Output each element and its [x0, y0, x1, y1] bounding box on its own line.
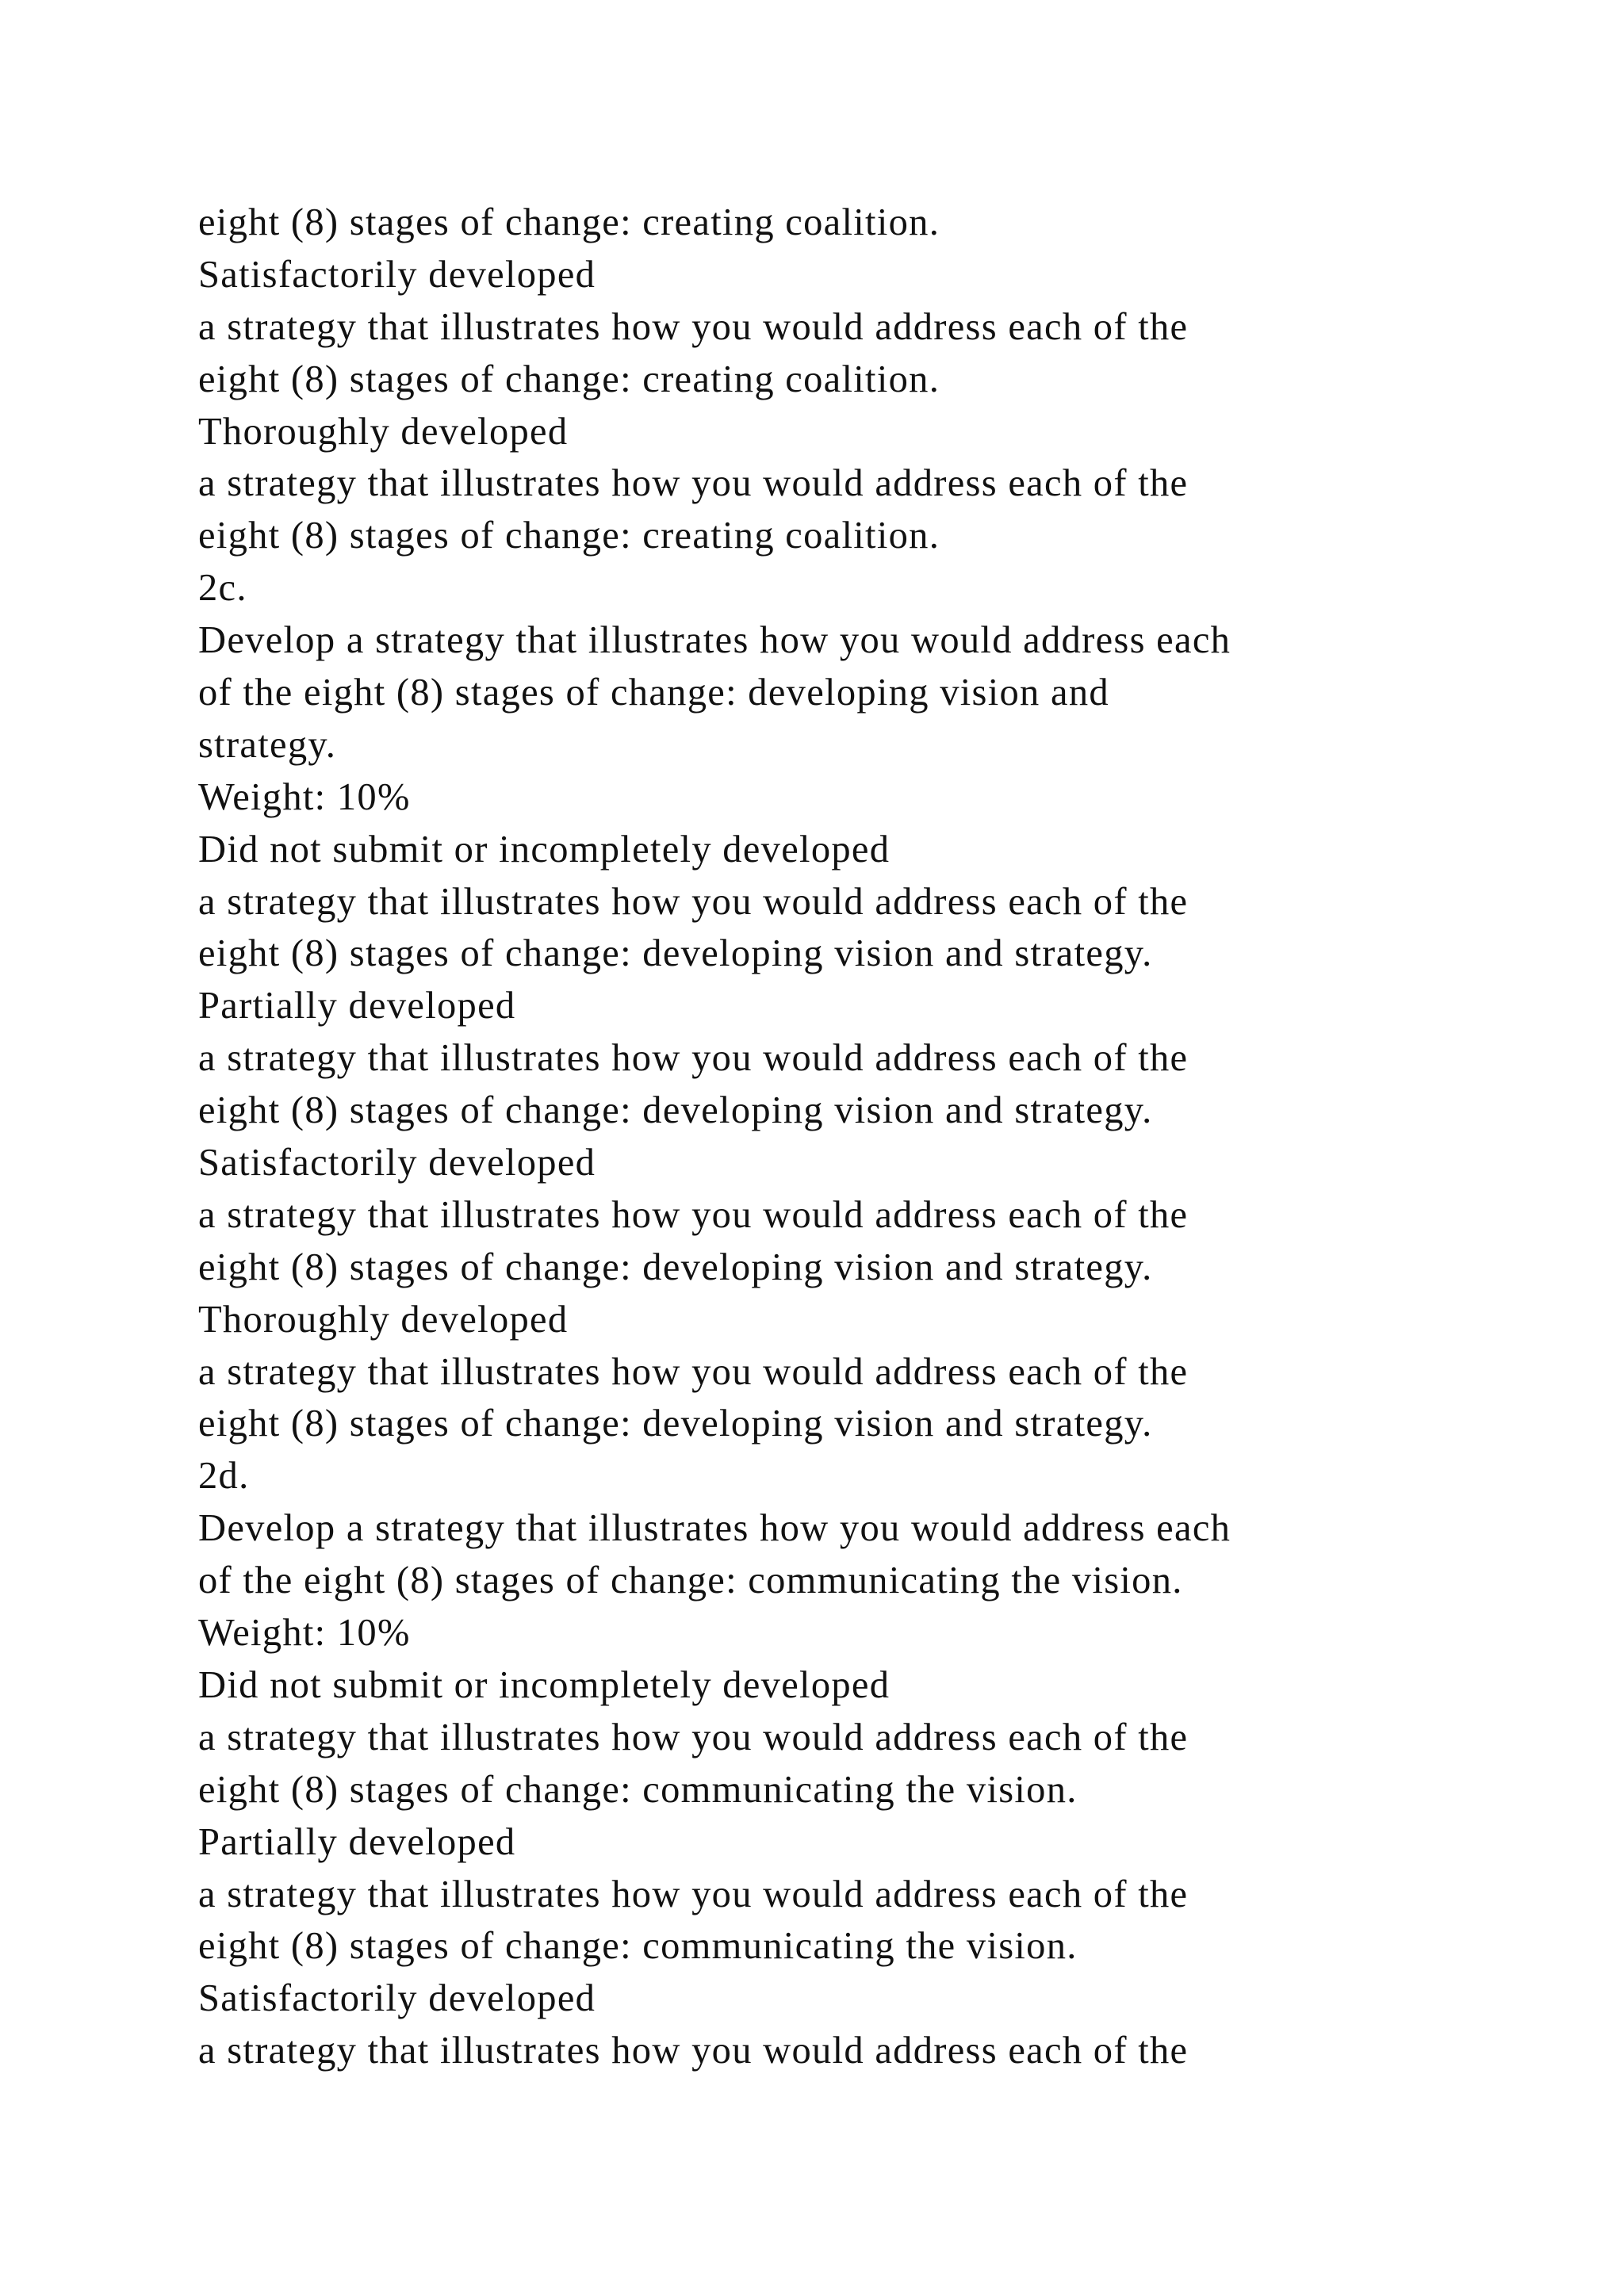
text-line: Thoroughly developed — [198, 1298, 569, 1341]
text-line: Satisfactorily developed — [198, 1142, 596, 1184]
text-line: a strategy that illustrates how you would address each of the — [198, 305, 1189, 348]
text-line: of the eight (8) stages of change: developing vision and — [198, 672, 1109, 714]
text-line: a strategy that illustrates how you would address each of the — [198, 1873, 1189, 1915]
text-line: of the eight (8) stages of change: communicating the vision. — [198, 1559, 1183, 1602]
text-line: eight (8) stages of change: developing vision and strategy. — [198, 1089, 1153, 1132]
text-line: eight (8) stages of change: communicating the vision. — [198, 1925, 1078, 1968]
weight-line: Weight: 10% — [198, 775, 411, 818]
text-line: a strategy that illustrates how you would address each of the — [198, 1037, 1189, 1080]
text-line: a strategy that illustrates how you would address each of the — [198, 1716, 1189, 1758]
section-number: 2d. — [198, 1455, 250, 1498]
text-line: Develop a strategy that illustrates how you would address each — [198, 1507, 1231, 1550]
text-line: a strategy that illustrates how you would address each of the — [198, 462, 1189, 505]
document-body — [198, 197, 1467, 2077]
text-line: Thoroughly developed — [198, 410, 569, 453]
weight-line: Weight: 10% — [198, 1612, 411, 1655]
text-line: strategy. — [198, 723, 337, 766]
text-line: eight (8) stages of change: creating coalition. — [198, 201, 940, 243]
text-line: Partially developed — [198, 1820, 516, 1863]
text-line: Partially developed — [198, 985, 516, 1027]
text-line: eight (8) stages of change: developing vision and strategy. — [198, 932, 1153, 975]
text-line: Satisfactorily developed — [198, 253, 596, 296]
text-line: eight (8) stages of change: communicating the vision. — [198, 1768, 1078, 1811]
text-line: a strategy that illustrates how you would address each of the — [198, 1350, 1189, 1393]
text-line: eight (8) stages of change: creating coalition. — [198, 515, 940, 557]
text-line: eight (8) stages of change: developing vision and strategy. — [198, 1402, 1153, 1445]
section-number: 2c. — [198, 567, 247, 610]
text-line: Satisfactorily developed — [198, 1977, 596, 2020]
text-line: eight (8) stages of change: developing vision and strategy. — [198, 1246, 1153, 1288]
text-line: a strategy that illustrates how you would address each of the — [198, 1193, 1189, 1236]
text-line: Develop a strategy that illustrates how you would address each — [198, 619, 1231, 662]
text-line: a strategy that illustrates how you would address each of the — [198, 880, 1189, 923]
text-line: eight (8) stages of change: creating coalition. — [198, 358, 940, 400]
text-line: Did not submit or incompletely developed — [198, 1663, 891, 1706]
text-line: a strategy that illustrates how you would address each of the — [198, 2030, 1189, 2072]
text-line: Did not submit or incompletely developed — [198, 828, 891, 871]
